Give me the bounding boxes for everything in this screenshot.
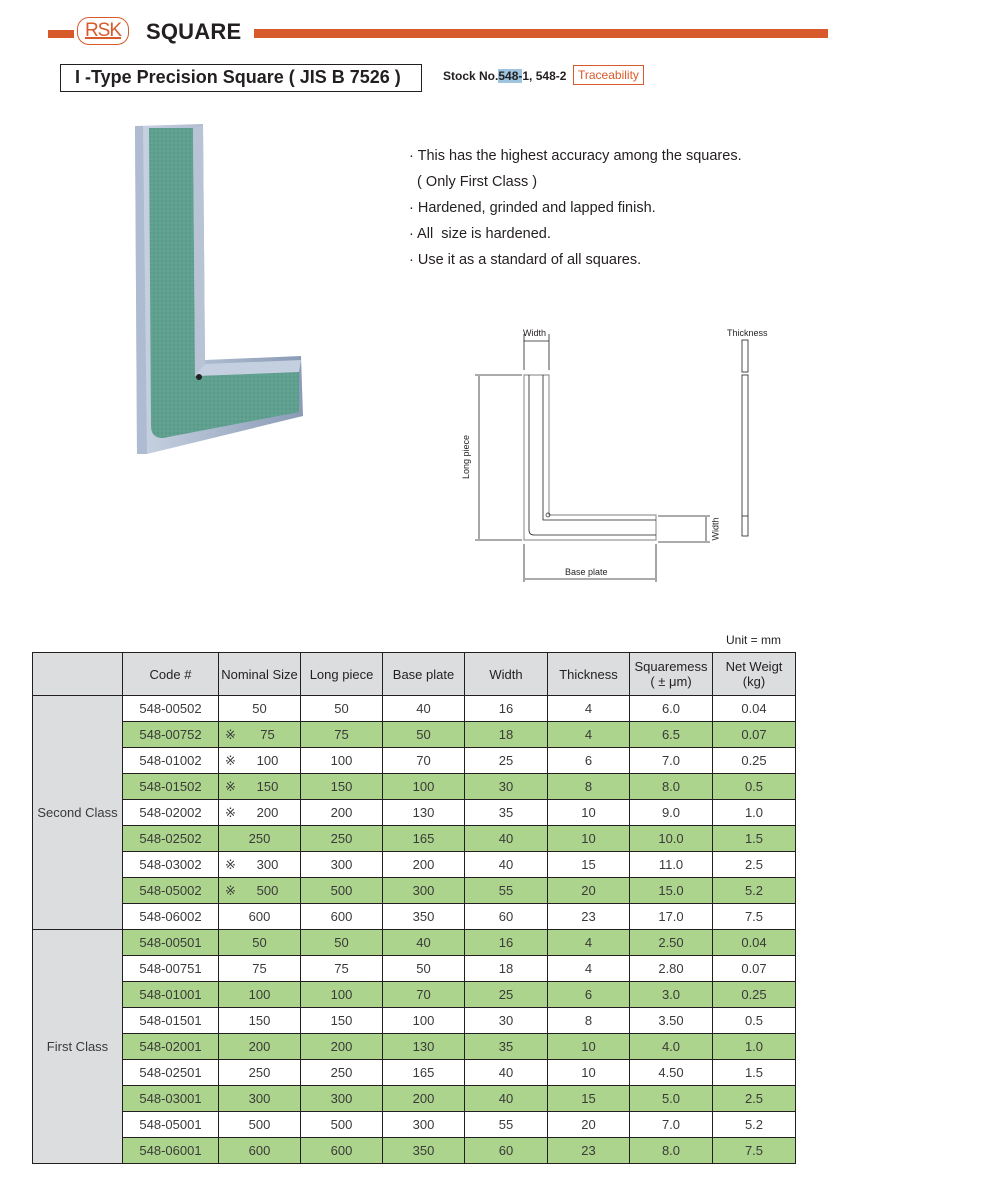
- nominal-value: 250: [248, 831, 271, 846]
- code-cell: 548-00752: [123, 722, 219, 748]
- table-row: [33, 748, 796, 774]
- nominal-value: 150: [256, 779, 279, 794]
- header-nominal-size: Nominal Size: [219, 653, 301, 696]
- thickness-cell: 8: [548, 774, 630, 800]
- header-squareness: Squaremess ( ± μm): [630, 653, 713, 696]
- class-cell: First Class: [33, 930, 123, 1164]
- code-cell: 548-01002: [123, 748, 219, 774]
- base-plate-cell: 350: [383, 904, 465, 930]
- nominal-size-cell: [219, 1138, 301, 1164]
- long-piece-cell: 100: [301, 748, 383, 774]
- feature-item: ( Only First Class ): [409, 174, 538, 190]
- squareness-cell: 7.0: [630, 1112, 713, 1138]
- nominal-value: 600: [248, 1143, 271, 1158]
- unit-label: Unit = mm: [726, 633, 782, 647]
- base-plate-cell: 100: [383, 1008, 465, 1034]
- net-weight-cell: 0.5: [713, 1008, 796, 1034]
- nominal-size-cell: [219, 696, 301, 722]
- net-weight-cell: 0.25: [713, 982, 796, 1008]
- long-piece-cell: 75: [301, 722, 383, 748]
- long-piece-cell: 600: [301, 904, 383, 930]
- squareness-cell: 5.0: [630, 1086, 713, 1112]
- code-cell: 548-03001: [123, 1086, 219, 1112]
- nominal-value: 50: [252, 935, 267, 950]
- long-piece-cell: 50: [301, 930, 383, 956]
- thickness-cell: 15: [548, 852, 630, 878]
- code-cell: 548-06001: [123, 1138, 219, 1164]
- thickness-cell: 10: [548, 1034, 630, 1060]
- nominal-size-cell: [219, 956, 301, 982]
- squareness-cell: 17.0: [630, 904, 713, 930]
- table-row: [33, 826, 796, 852]
- long-piece-cell: 600: [301, 1138, 383, 1164]
- width-cell: 35: [465, 1034, 548, 1060]
- squareness-cell: 2.80: [630, 956, 713, 982]
- squareness-cell: 3.50: [630, 1008, 713, 1034]
- table-row: [33, 1060, 796, 1086]
- squareness-cell: 4.50: [630, 1060, 713, 1086]
- width-cell: 55: [465, 1112, 548, 1138]
- width-cell: 18: [465, 956, 548, 982]
- code-cell: 548-05002: [123, 878, 219, 904]
- table-row: [33, 852, 796, 878]
- squareness-cell: 9.0: [630, 800, 713, 826]
- width-cell: 16: [465, 696, 548, 722]
- net-weight-cell: 0.07: [713, 722, 796, 748]
- width-cell: 35: [465, 800, 548, 826]
- nominal-value: 100: [256, 753, 279, 768]
- header-base-plate: Base plate: [383, 653, 465, 696]
- traceability-link[interactable]: Traceability: [573, 65, 644, 85]
- feature-item: · Hardened, grinded and lapped finish.: [409, 200, 656, 216]
- nominal-value: 600: [248, 909, 271, 924]
- table-row: [33, 982, 796, 1008]
- base-plate-cell: 70: [383, 748, 465, 774]
- squareness-cell: 10.0: [630, 826, 713, 852]
- long-piece-cell: 100: [301, 982, 383, 1008]
- nominal-value: 50: [252, 701, 267, 716]
- stock-prefix: Stock No.: [443, 69, 499, 83]
- nominal-value: 75: [252, 961, 267, 976]
- code-cell: 548-02001: [123, 1034, 219, 1060]
- table-row: [33, 800, 796, 826]
- code-cell: 548-00502: [123, 696, 219, 722]
- squareness-cell: 6.5: [630, 722, 713, 748]
- nominal-size-cell: [219, 800, 301, 826]
- remark-mark-icon: ※: [225, 753, 236, 768]
- base-plate-cell: 130: [383, 800, 465, 826]
- thickness-cell: 10: [548, 1060, 630, 1086]
- squareness-cell: 8.0: [630, 1138, 713, 1164]
- nominal-value: 500: [256, 883, 279, 898]
- long-piece-cell: 500: [301, 878, 383, 904]
- squareness-cell: 8.0: [630, 774, 713, 800]
- long-piece-cell: 250: [301, 826, 383, 852]
- squareness-cell: 7.0: [630, 748, 713, 774]
- nominal-size-cell: [219, 722, 301, 748]
- base-plate-cell: 165: [383, 826, 465, 852]
- product-type-title: I -Type Precision Square ( JIS B 7526 ): [60, 64, 422, 92]
- header-thickness: Thickness: [548, 653, 630, 696]
- label-width-top: Width: [523, 328, 547, 338]
- squareness-cell: 3.0: [630, 982, 713, 1008]
- net-weight-cell: 5.2: [713, 1112, 796, 1138]
- net-weight-cell: 2.5: [713, 1086, 796, 1112]
- feature-item: · This has the highest accuracy among the squares.: [409, 148, 742, 164]
- width-cell: 25: [465, 748, 548, 774]
- width-cell: 40: [465, 1086, 548, 1112]
- header-code: Code #: [123, 653, 219, 696]
- thickness-cell: 20: [548, 1112, 630, 1138]
- label-base-plate: Base plate: [565, 567, 608, 577]
- width-cell: 30: [465, 774, 548, 800]
- table-header-row: [33, 653, 796, 696]
- table-row: [33, 956, 796, 982]
- header-class: [33, 653, 123, 696]
- code-cell: 548-01501: [123, 1008, 219, 1034]
- table-row: [33, 722, 796, 748]
- nominal-size-cell: [219, 748, 301, 774]
- nominal-size-cell: [219, 1008, 301, 1034]
- nominal-value: 150: [248, 1013, 271, 1028]
- base-plate-cell: 350: [383, 1138, 465, 1164]
- code-cell: 548-01001: [123, 982, 219, 1008]
- net-weight-cell: 0.04: [713, 696, 796, 722]
- table-row: [33, 774, 796, 800]
- header-width: Width: [465, 653, 548, 696]
- nominal-value: 200: [248, 1039, 271, 1054]
- base-plate-cell: 165: [383, 1060, 465, 1086]
- feature-item: · Use it as a standard of all squares.: [409, 252, 642, 268]
- header-net-weight: Net Weigt (kg): [713, 653, 796, 696]
- header-rule-left: [48, 30, 74, 38]
- thickness-cell: 10: [548, 826, 630, 852]
- code-cell: 548-02002: [123, 800, 219, 826]
- net-weight-cell: 7.5: [713, 904, 796, 930]
- nominal-size-cell: [219, 852, 301, 878]
- nominal-size-cell: [219, 826, 301, 852]
- table-row: [33, 1138, 796, 1164]
- width-cell: 60: [465, 904, 548, 930]
- squareness-cell: 6.0: [630, 696, 713, 722]
- width-cell: 40: [465, 852, 548, 878]
- net-weight-cell: 0.07: [713, 956, 796, 982]
- width-cell: 30: [465, 1008, 548, 1034]
- code-cell: 548-02501: [123, 1060, 219, 1086]
- base-plate-cell: 40: [383, 696, 465, 722]
- nominal-size-cell: [219, 1086, 301, 1112]
- remark-mark-icon: ※: [225, 857, 236, 872]
- base-plate-cell: 300: [383, 878, 465, 904]
- section-title: SQUARE: [146, 19, 242, 44]
- nominal-size-cell: [219, 930, 301, 956]
- long-piece-cell: 300: [301, 852, 383, 878]
- feature-item: · All size is hardened.: [409, 226, 551, 242]
- nominal-value: 300: [256, 857, 279, 872]
- feature-list: [409, 143, 742, 273]
- thickness-cell: 23: [548, 1138, 630, 1164]
- net-weight-cell: 0.04: [713, 930, 796, 956]
- net-weight-cell: 1.5: [713, 1060, 796, 1086]
- class-cell: Second Class: [33, 696, 123, 930]
- code-cell: 548-03002: [123, 852, 219, 878]
- long-piece-cell: 300: [301, 1086, 383, 1112]
- table-row: [33, 1034, 796, 1060]
- thickness-cell: 20: [548, 878, 630, 904]
- long-piece-cell: 150: [301, 774, 383, 800]
- table-row: [33, 930, 796, 956]
- table-row: [33, 878, 796, 904]
- width-cell: 40: [465, 1060, 548, 1086]
- label-width-side: Width: [710, 517, 721, 541]
- label-long-piece: Long piece: [461, 434, 472, 480]
- base-plate-cell: 130: [383, 1034, 465, 1060]
- remark-mark-icon: ※: [225, 727, 236, 742]
- base-plate-cell: 40: [383, 930, 465, 956]
- nominal-size-cell: [219, 1060, 301, 1086]
- base-plate-cell: 100: [383, 774, 465, 800]
- nominal-value: 300: [248, 1091, 271, 1106]
- base-plate-cell: 70: [383, 982, 465, 1008]
- stock-selected-text: 548-: [498, 69, 523, 83]
- net-weight-cell: 7.5: [713, 1138, 796, 1164]
- header-long-piece: Long piece: [301, 653, 383, 696]
- squareness-cell: 11.0: [630, 852, 713, 878]
- width-cell: 55: [465, 878, 548, 904]
- squareness-cell: 4.0: [630, 1034, 713, 1060]
- remark-mark-icon: ※: [225, 883, 236, 898]
- width-cell: 18: [465, 722, 548, 748]
- squareness-cell: 15.0: [630, 878, 713, 904]
- nominal-value: 200: [256, 805, 279, 820]
- net-weight-cell: 5.2: [713, 878, 796, 904]
- remark-mark-icon: ※: [225, 805, 236, 820]
- long-piece-cell: 50: [301, 696, 383, 722]
- nominal-value: 250: [248, 1065, 271, 1080]
- net-weight-cell: 1.0: [713, 1034, 796, 1060]
- spec-table: [32, 652, 796, 1164]
- dimension-diagram: [460, 320, 780, 590]
- nominal-size-cell: [219, 1034, 301, 1060]
- code-cell: 548-05001: [123, 1112, 219, 1138]
- width-cell: 60: [465, 1138, 548, 1164]
- base-plate-cell: 200: [383, 1086, 465, 1112]
- base-plate-cell: 50: [383, 722, 465, 748]
- net-weight-cell: 0.5: [713, 774, 796, 800]
- nominal-size-cell: [219, 904, 301, 930]
- long-piece-cell: 500: [301, 1112, 383, 1138]
- squareness-cell: 2.50: [630, 930, 713, 956]
- long-piece-cell: 250: [301, 1060, 383, 1086]
- thickness-cell: 23: [548, 904, 630, 930]
- nominal-value: 75: [260, 727, 275, 742]
- header-rule-right: [254, 29, 828, 38]
- width-cell: 25: [465, 982, 548, 1008]
- net-weight-cell: 1.0: [713, 800, 796, 826]
- net-weight-cell: 1.5: [713, 826, 796, 852]
- thickness-cell: 4: [548, 956, 630, 982]
- nominal-value: 500: [248, 1117, 271, 1132]
- table-row: [33, 696, 796, 722]
- base-plate-cell: 300: [383, 1112, 465, 1138]
- thickness-cell: 6: [548, 748, 630, 774]
- square-product-photo: [133, 120, 313, 460]
- rsk-logo: RSK: [77, 17, 129, 45]
- width-cell: 40: [465, 826, 548, 852]
- net-weight-cell: 0.25: [713, 748, 796, 774]
- width-cell: 16: [465, 930, 548, 956]
- long-piece-cell: 150: [301, 1008, 383, 1034]
- code-cell: 548-01502: [123, 774, 219, 800]
- table-row: [33, 1112, 796, 1138]
- long-piece-cell: 200: [301, 800, 383, 826]
- net-weight-cell: 2.5: [713, 852, 796, 878]
- long-piece-cell: 75: [301, 956, 383, 982]
- code-cell: 548-06002: [123, 904, 219, 930]
- base-plate-cell: 200: [383, 852, 465, 878]
- stock-number: [443, 69, 566, 83]
- table-row: [33, 1008, 796, 1034]
- thickness-cell: 4: [548, 696, 630, 722]
- table-row: [33, 904, 796, 930]
- nominal-size-cell: [219, 878, 301, 904]
- nominal-size-cell: [219, 982, 301, 1008]
- label-thickness: Thickness: [727, 328, 768, 338]
- code-cell: 548-00751: [123, 956, 219, 982]
- thickness-cell: 8: [548, 1008, 630, 1034]
- thickness-cell: 15: [548, 1086, 630, 1112]
- nominal-size-cell: [219, 774, 301, 800]
- stock-rest: 1, 548-2: [522, 69, 567, 83]
- thickness-cell: 4: [548, 930, 630, 956]
- thickness-cell: 6: [548, 982, 630, 1008]
- remark-mark-icon: ※: [225, 779, 236, 794]
- base-plate-cell: 50: [383, 956, 465, 982]
- thickness-cell: 10: [548, 800, 630, 826]
- nominal-size-cell: [219, 1112, 301, 1138]
- code-cell: 548-00501: [123, 930, 219, 956]
- table-row: [33, 1086, 796, 1112]
- nominal-value: 100: [248, 987, 271, 1002]
- long-piece-cell: 200: [301, 1034, 383, 1060]
- code-cell: 548-02502: [123, 826, 219, 852]
- thickness-cell: 4: [548, 722, 630, 748]
